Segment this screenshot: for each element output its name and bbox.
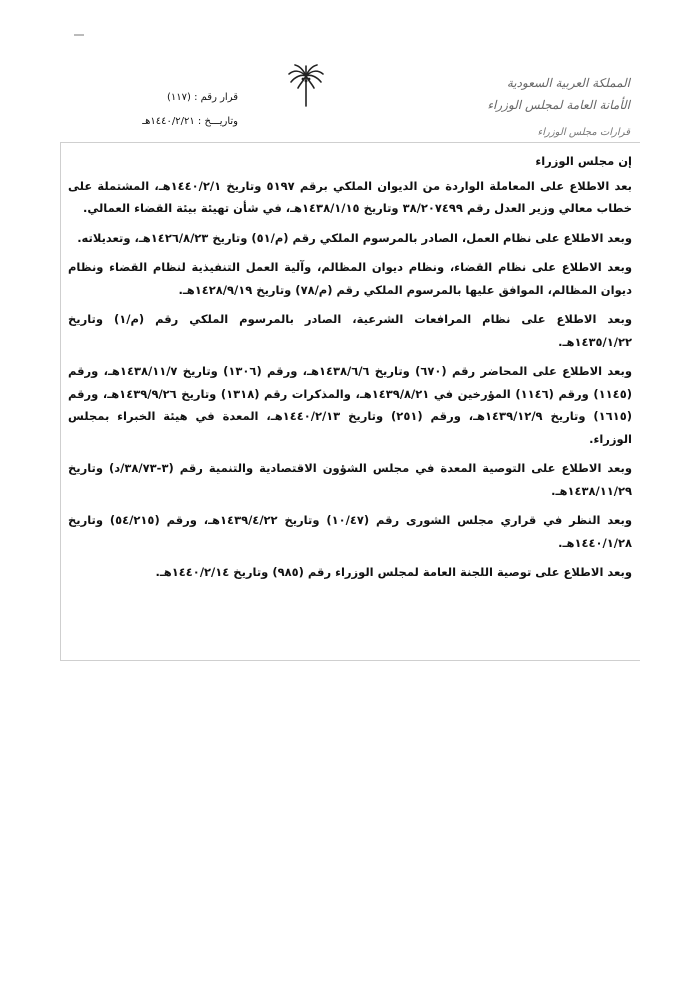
- decision-meta: [108, 86, 238, 134]
- decision-body: [68, 150, 632, 591]
- frame-top-line: [60, 142, 640, 143]
- decision-date: وتاريـــخ : ١٤٤٠/٢/٢١هـ: [142, 116, 238, 127]
- body-intro: إن مجلس الوزراء: [535, 154, 632, 168]
- letterhead-calligraphy: [410, 72, 630, 144]
- body-paragraph-2: وبعد الاطلاع على نظام العمل، الصادر بالمرسوم الملكي رقم (م/٥١) وتاريخ ١٤٢٦/٨/٢٣هـ، وتعديلاته.: [77, 230, 632, 245]
- letterhead-line-1: المملكة العربية السعودية: [506, 76, 630, 90]
- body-paragraph-1: بعد الاطلاع على المعاملة الواردة من الديوان الملكي برقم ٥١٩٧ وتاريخ ١٤٤٠/٢/١هـ، المشتملة على خطاب معالي وزير العدل رقم ٣٨/٢٠٧٤٩٩ وتاريخ ١٤٣٨/١/١٥هـ، في شأن تهيئة بيئة القضاء العمالي.: [68, 178, 632, 215]
- letterhead-line-3: قرارات مجلس الوزراء: [537, 127, 630, 138]
- frame-left-line: [60, 142, 61, 660]
- body-paragraph-4: وبعد الاطلاع على نظام المرافعات الشرعية، الصادر بالمرسوم الملكي رقم (م/١) وتاريخ ١٤٣٥/١/٢٢هـ.: [68, 312, 632, 349]
- palm-emblem-icon: [286, 62, 326, 112]
- letterhead-line-2: الأمانة العامة لمجلس الوزراء: [487, 98, 630, 112]
- body-paragraph-6: وبعد الاطلاع على التوصية المعدة في مجلس الشؤون الاقتصادية والتنمية رقم (٣-٣٨/٧٣/د) وتاريخ ١٤٣٨/١١/٢٩هـ.: [68, 461, 633, 498]
- frame-bottom-line: [60, 660, 640, 661]
- body-paragraph-3: وبعد الاطلاع على نظام القضاء، ونظام ديوان المظالم، وآلية العمل التنفيذية لنظام القضاء ونظام ديوان المظالم، الموافق عليها بالمرسوم الملكي رقم (م/٧٨) وتاريخ ١٤٢٨/٩/١٩هـ.: [68, 260, 632, 297]
- scan-mark: [74, 34, 84, 36]
- body-paragraph-8: وبعد الاطلاع على توصية اللجنة العامة لمجلس الوزراء رقم (٩٨٥) وتاريخ ١٤٤٠/٢/١٤هـ.: [155, 565, 632, 579]
- body-paragraph-7: وبعد النظر في قراري مجلس الشورى رقم (١٠/٤٧) وتاريخ ١٤٣٩/٤/٢٢هـ، ورقم (٥٤/٢١٥) وتاريخ ١٤٤٠/١/٢٨هـ.: [68, 513, 632, 550]
- decision-number: قرار رقم : (١١٧): [166, 92, 238, 103]
- body-paragraph-5: وبعد الاطلاع على المحاضر رقم (٦٧٠) وتاريخ ١٤٣٨/٦/٦هـ، ورقم (١٣٠٦) وتاريخ ١٤٣٨/١١/٧هـ، ورقم (١١٤٥) ورقم (١١٤٦) المؤرخين في ١٤٣٩/٨/٢١هـ، والمذكرات رقم (١٣١٨) وتاريخ ١٤٣٩/٩/٢٦هـ، ورقم (١٦١٥) وتاريخ ١٤٣٩/١٢/٩هـ، ورقم (٢٥١) وتاريخ ١٤٤٠/٢/١٣هـ، المعدة في هيئة الخبراء بمجلس الوزراء.: [68, 364, 632, 446]
